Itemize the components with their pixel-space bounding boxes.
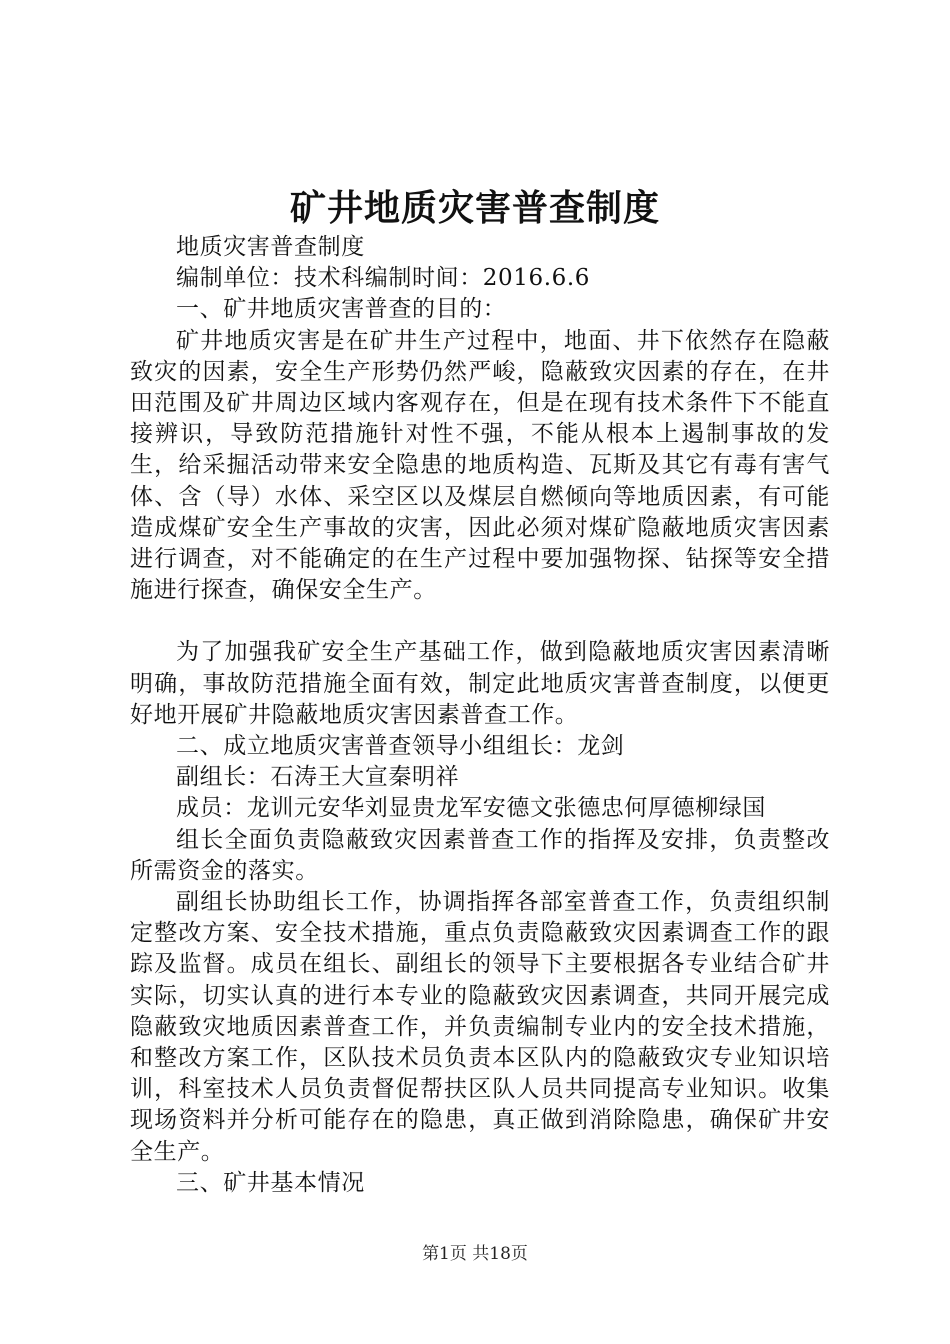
paragraph-compiler-info: 编制单位：技术科编制时间：2016.6.6 [176,265,591,292]
paragraph-members: 成员：龙训元安华刘显贵龙军安德文张德忠何厚德柳绿国 [176,795,766,822]
paragraph-subtitle: 地质灾害普查制度 [176,234,365,260]
document-title: 矿井地质灾害普查制度 [289,187,660,229]
page-number-footer: 第1页 共18页 [422,1244,528,1264]
paragraph-goal: 为了加强我矿安全生产基础工作，做到隐蔽地质灾害因素清晰明确，事故防范措施全面有效，制定此地质灾害普查制度，以便更好地开展矿井隐蔽地质灾害因素普查工作。 [130,639,830,728]
section-heading-purpose: 一、矿井地质灾害普查的目的： [176,296,507,323]
document-body [130,232,830,1199]
paragraph-leader-duty: 组长全面负责隐蔽致灾因素普查工作的指挥及安排，负责整改所需资金的落实。 [130,826,830,884]
paragraph-deputy-leaders: 副组长：石涛王大宣秦明祥 [176,764,460,791]
paragraph-deputy-duty: 副组长协助组长工作，协调指挥各部室普查工作，负责组织制定整改方案、安全技术措施，重点负责隐蔽致灾因素调查工作的跟踪及监督。成员在组长、副组长的领导下主要根据各专业结合矿井实际，切实认真的进行本专业的隐蔽致灾因素调查，共同开展完成隐蔽致灾地质因素普查工作，并负责编制专业内的安全技术措施，和整改方案工作，区队技术员负责本区队内的隐蔽致灾专业知识培训，科室技术人员负责督促帮扶区队人员共同提高专业知识。收集现场资料并分析可能存在的隐患，真正做到消除隐患，确保矿井安全生产。 [130,889,830,1165]
paragraph-purpose: 矿井地质灾害是在矿井生产过程中，地面、井下依然存在隐蔽致灾的因素，安全生产形势仍然严峻，隐蔽致灾因素的存在，在井田范围及矿井周边区域内客观存在，但是在现有技术条件下不能直接辨识，导致防范措施针对性不强，不能从根本上遏制事故的发生，给采掘活动带来安全隐患的地质构造、瓦斯及其它有毒有害气体、含（导）水体、采空区以及煤层自燃倾向等地质因素，有可能造成煤矿安全生产事故的灾害，因此必须对煤矿隐蔽地质灾害因素进行调查，对不能确定的在生产过程中要加强物探、钻探等安全措施进行探查，确保安全生产。 [130,327,830,604]
paragraph-spacer [130,606,830,637]
section-heading-basic-info: 三、矿井基本情况 [176,1169,365,1196]
section-heading-team: 二、成立地质灾害普查领导小组组长：龙剑 [176,733,625,760]
